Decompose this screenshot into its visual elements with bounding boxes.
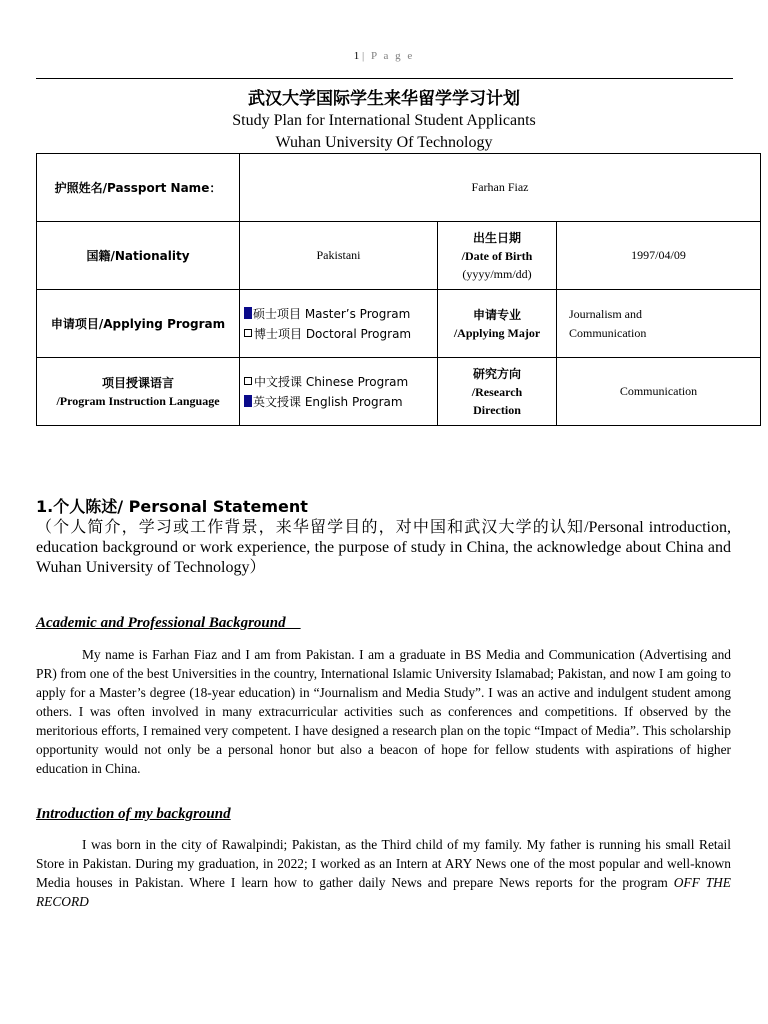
language-options [240,358,438,426]
introduction-background-heading: Introduction of my background [36,806,231,822]
header-divider [36,78,733,79]
language-label [37,358,240,426]
passport-name-label: 护照姓名/Passport Name： [37,154,240,222]
background-paragraph [36,835,731,911]
language-label-cn: 项目授课语言 [101,375,174,390]
personal-statement-intro: （个人简介，学习或工作背景，来华留学目的，对中国和武汉大学的认知/Personal introduction, education background or work experience, the purpose of study in China, the acknowledge about China and Wuhan University of Technology） [36,519,731,576]
title-chinese: 武汉大学国际学生来华留学学习计划 [248,89,520,109]
dob-format: (yyyy/mm/dd) [462,266,532,281]
table-row [37,290,761,358]
major-value-line1: Journalism and [569,306,642,321]
program-option-doctoral[interactable]: 博士项目 Doctoral Program [244,324,433,344]
academic-background-text: My name is Farhan Fiaz and I am from Pakistan. I am a graduate in BS Media and Communication (Advertising and PR) from one of the best Universities in the country, International Islamic University Islamabad; Pakistan, and now I am going to apply for a Master’s degree (18-year education) in “Journalism and Media Study”. I was an active and indulgent student among others. I was often involved in many extracurricular activities such as conferences and competitions. If observed by the meritorious efforts, I remained very competent. I have designed a research plan on the topic “Impact of Media”. This scholarship opportunity would not only be a personal honor but also a beacon of hope for fellow students with aspirations of higher education in China. [36,647,731,776]
table-row [37,358,761,426]
nationality-label: 国籍/Nationality [37,222,240,290]
checkbox-checked-icon [244,307,252,319]
personal-statement-heading: 1.个人陈述/ Personal Statement [36,497,308,516]
title-block [0,88,768,154]
checkbox-checked-icon [244,395,252,407]
major-label-cn: 申请专业 [472,307,521,322]
program-name: OFF THE RECORD [36,875,731,909]
table-row [37,154,761,222]
research-label-cn: 研究方向 [472,366,521,381]
dob-value: 1997/04/09 [557,222,761,290]
nationality-value: Pakistani [240,222,438,290]
applicant-info-table [36,153,761,426]
major-value-line2: Communication [569,325,647,340]
checkbox-empty-icon [244,329,252,337]
program-options [240,290,438,358]
research-label-en1: /Research [471,384,523,399]
research-label [438,358,557,426]
major-value [557,290,761,358]
checkbox-empty-icon [244,377,252,385]
title-english: Study Plan for International Student Applicants [232,112,536,129]
academic-background-heading: Academic and Professional Background [36,615,301,631]
background-text: I was born in the city of Rawalpindi; Pakistan, as the Third child of my family. My father is running his small Retail Store in Pakistan. During my graduation, in 2022; I worked as an Intern at ARY News one of the most popular and well-known Media houses in Pakistan. Where I learn how to gather daily News and prepare News reports for the program [36,837,731,890]
language-option-english[interactable]: 英文授课 English Program [244,392,433,412]
passport-name-value: Farhan Fiaz [240,154,761,222]
page-number [0,50,768,62]
dob-label [438,222,557,290]
dob-label-en: /Date of Birth [461,248,533,263]
major-label-en: /Applying Major [453,325,541,340]
page-number-value: 1 [353,50,360,62]
program-label: 申请项目/Applying Program [37,290,240,358]
language-option-chinese[interactable]: 中文授课 Chinese Program [244,372,433,392]
program-option-masters[interactable]: 硕士项目 Master’s Program [244,304,433,324]
major-label [438,290,557,358]
table-row [37,222,761,290]
research-label-en2: Direction [473,402,521,417]
dob-label-cn: 出生日期 [472,230,521,245]
language-label-en: /Program Instruction Language [56,393,220,408]
page-label: | P a g e [362,50,415,62]
research-value: Communication [557,358,761,426]
university-name: Wuhan University Of Technology [275,134,493,151]
